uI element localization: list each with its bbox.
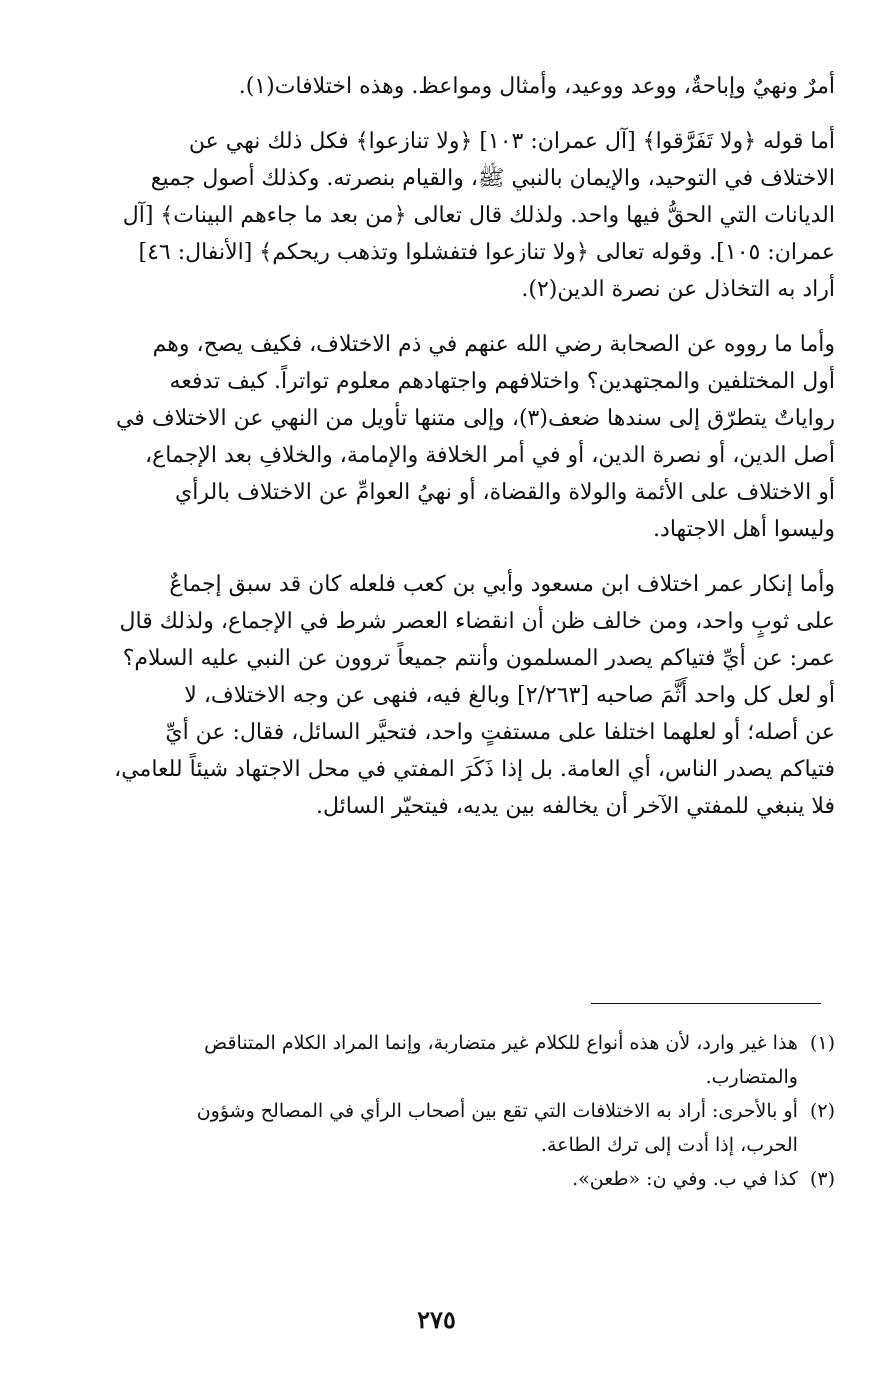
paragraph-4	[50, 566, 835, 825]
footnote-number: (١)	[809, 1032, 835, 1054]
paragraph-line: وليسوا أهل الاجتهاد.	[653, 517, 835, 542]
paragraph-line: عمران: ١٠٥]. وقوله تعالى ﴿ولا تنازعوا فتفشلوا وتذهب ريحكم﴾ [الأنفال: ٤٦]	[138, 240, 835, 265]
footnote-text	[50, 1094, 798, 1162]
paragraph-1	[50, 68, 835, 105]
paragraph-line: أراد به التخاذل عن نصرة الدين(٢).	[521, 277, 835, 302]
paragraph-line: أو الاختلاف على الأئمة والولاة والقضاة، أو نهيُ العوامِّ عن الاختلاف بالرأي	[175, 480, 835, 505]
footnote-1	[50, 1026, 835, 1094]
paragraph-line: رواياتٌ يتطرّق إلى سندها ضعف(٣)، وإلى متنها تأويل من النهي عن الاختلاف في	[115, 406, 835, 431]
paragraph-line: أول المختلفين والمجتهدين؟ واختلافهم واجتهادهم معلوم تواتراً. كيف تدفعه	[169, 369, 835, 394]
paragraph-line: أما قوله ﴿ولا تَفَرَّقوا﴾ [آل عمران: ١٠٣] ﴿ولا تنازعوا﴾ فكل ذلك نهي عن	[188, 129, 835, 154]
footnote-text	[50, 1162, 798, 1196]
paragraph-line: على ثوبٍ واحد، ومن خالف ظن أن انقضاء العصر شرط في الإجماع، ولذلك قال	[119, 609, 835, 634]
paragraph-line: أصل الدين، أو نصرة الدين، أو في أمر الخلافة والإمامة، والخلافِ بعد الإجماع،	[145, 443, 835, 468]
paragraph-line: أو لعل كل واحد أَثَّمَ صاحبه [٢/٢٦٣] وبالغ فيه، فنهى عن وجه الاختلاف، لا	[184, 683, 835, 708]
page-number: ٢٧٥	[417, 1305, 456, 1334]
paragraph-line: وأما إنكار عمر اختلاف ابن مسعود وأبي بن كعب فلعله كان قد سبق إجماعٌ	[169, 572, 835, 597]
paragraph-line: فلا ينبغي للمفتي الآخر أن يخالفه بين يديه، فيتحيّر السائل.	[316, 794, 835, 819]
footnote-number: (٣)	[809, 1168, 835, 1190]
paragraph-line: أمرٌ ونهيٌ وإباحةٌ، ووعد ووعيد، وأمثال ومواعظ. وهذه اختلافات(١).	[238, 74, 835, 99]
paragraph-line: فتياكم يصدر الناس، أي العامة. بل إذا ذَكَرَ المفتي في محل الاجتهاد شيئاً للعامي،	[114, 757, 835, 782]
paragraph-line: الديانات التي الحقُّ فيها واحد. ولذلك قال تعالى ﴿من بعد ما جاءهم البينات﴾ [آل	[122, 203, 835, 228]
footnotes	[50, 1026, 835, 1196]
footnote-2	[50, 1094, 835, 1162]
main-text	[50, 68, 835, 843]
paragraph-line: عن أصله؛ أو لعلهما اختلفا على مستفتٍ واحد، فتحيَّر السائل، فقال: عن أيِّ	[165, 720, 835, 745]
footnote-number: (٢)	[809, 1100, 835, 1122]
paragraph-line: الاختلاف في التوحيد، والإيمان بالنبي ﷺ، والقيام بنصرته. وكذلك أصول جميع	[150, 166, 835, 191]
footnote-3	[50, 1162, 835, 1196]
footnote-separator	[591, 1003, 821, 1004]
footnote-line: والمتضارب.	[705, 1066, 798, 1088]
footnote-text	[50, 1026, 798, 1094]
footnote-line: كذا في ب. وفي ن: «طعن».	[572, 1168, 798, 1190]
paragraph-line: وأما ما رووه عن الصحابة رضي الله عنهم في ذم الاختلاف، فكيف يصح، وهم	[152, 332, 835, 357]
footnote-line: هذا غير وارد، لأن هذه أنواع للكلام غير متضاربة، وإنما المراد الكلام المتناقض	[204, 1032, 798, 1054]
paragraph-line: عمر: عن أيِّ فتياكم يصدر المسلمون وأنتم جميعاً تروون عن النبي عليه السلام؟	[122, 646, 835, 671]
paragraph-2	[50, 123, 835, 308]
paragraph-3	[50, 326, 835, 548]
footnote-line: الحرب، إذا أدت إلى ترك الطاعة.	[540, 1134, 798, 1156]
footnote-line: أو بالأحرى: أراد به الاختلافات التي تقع بين أصحاب الرأي في المصالح وشؤون	[196, 1100, 798, 1122]
